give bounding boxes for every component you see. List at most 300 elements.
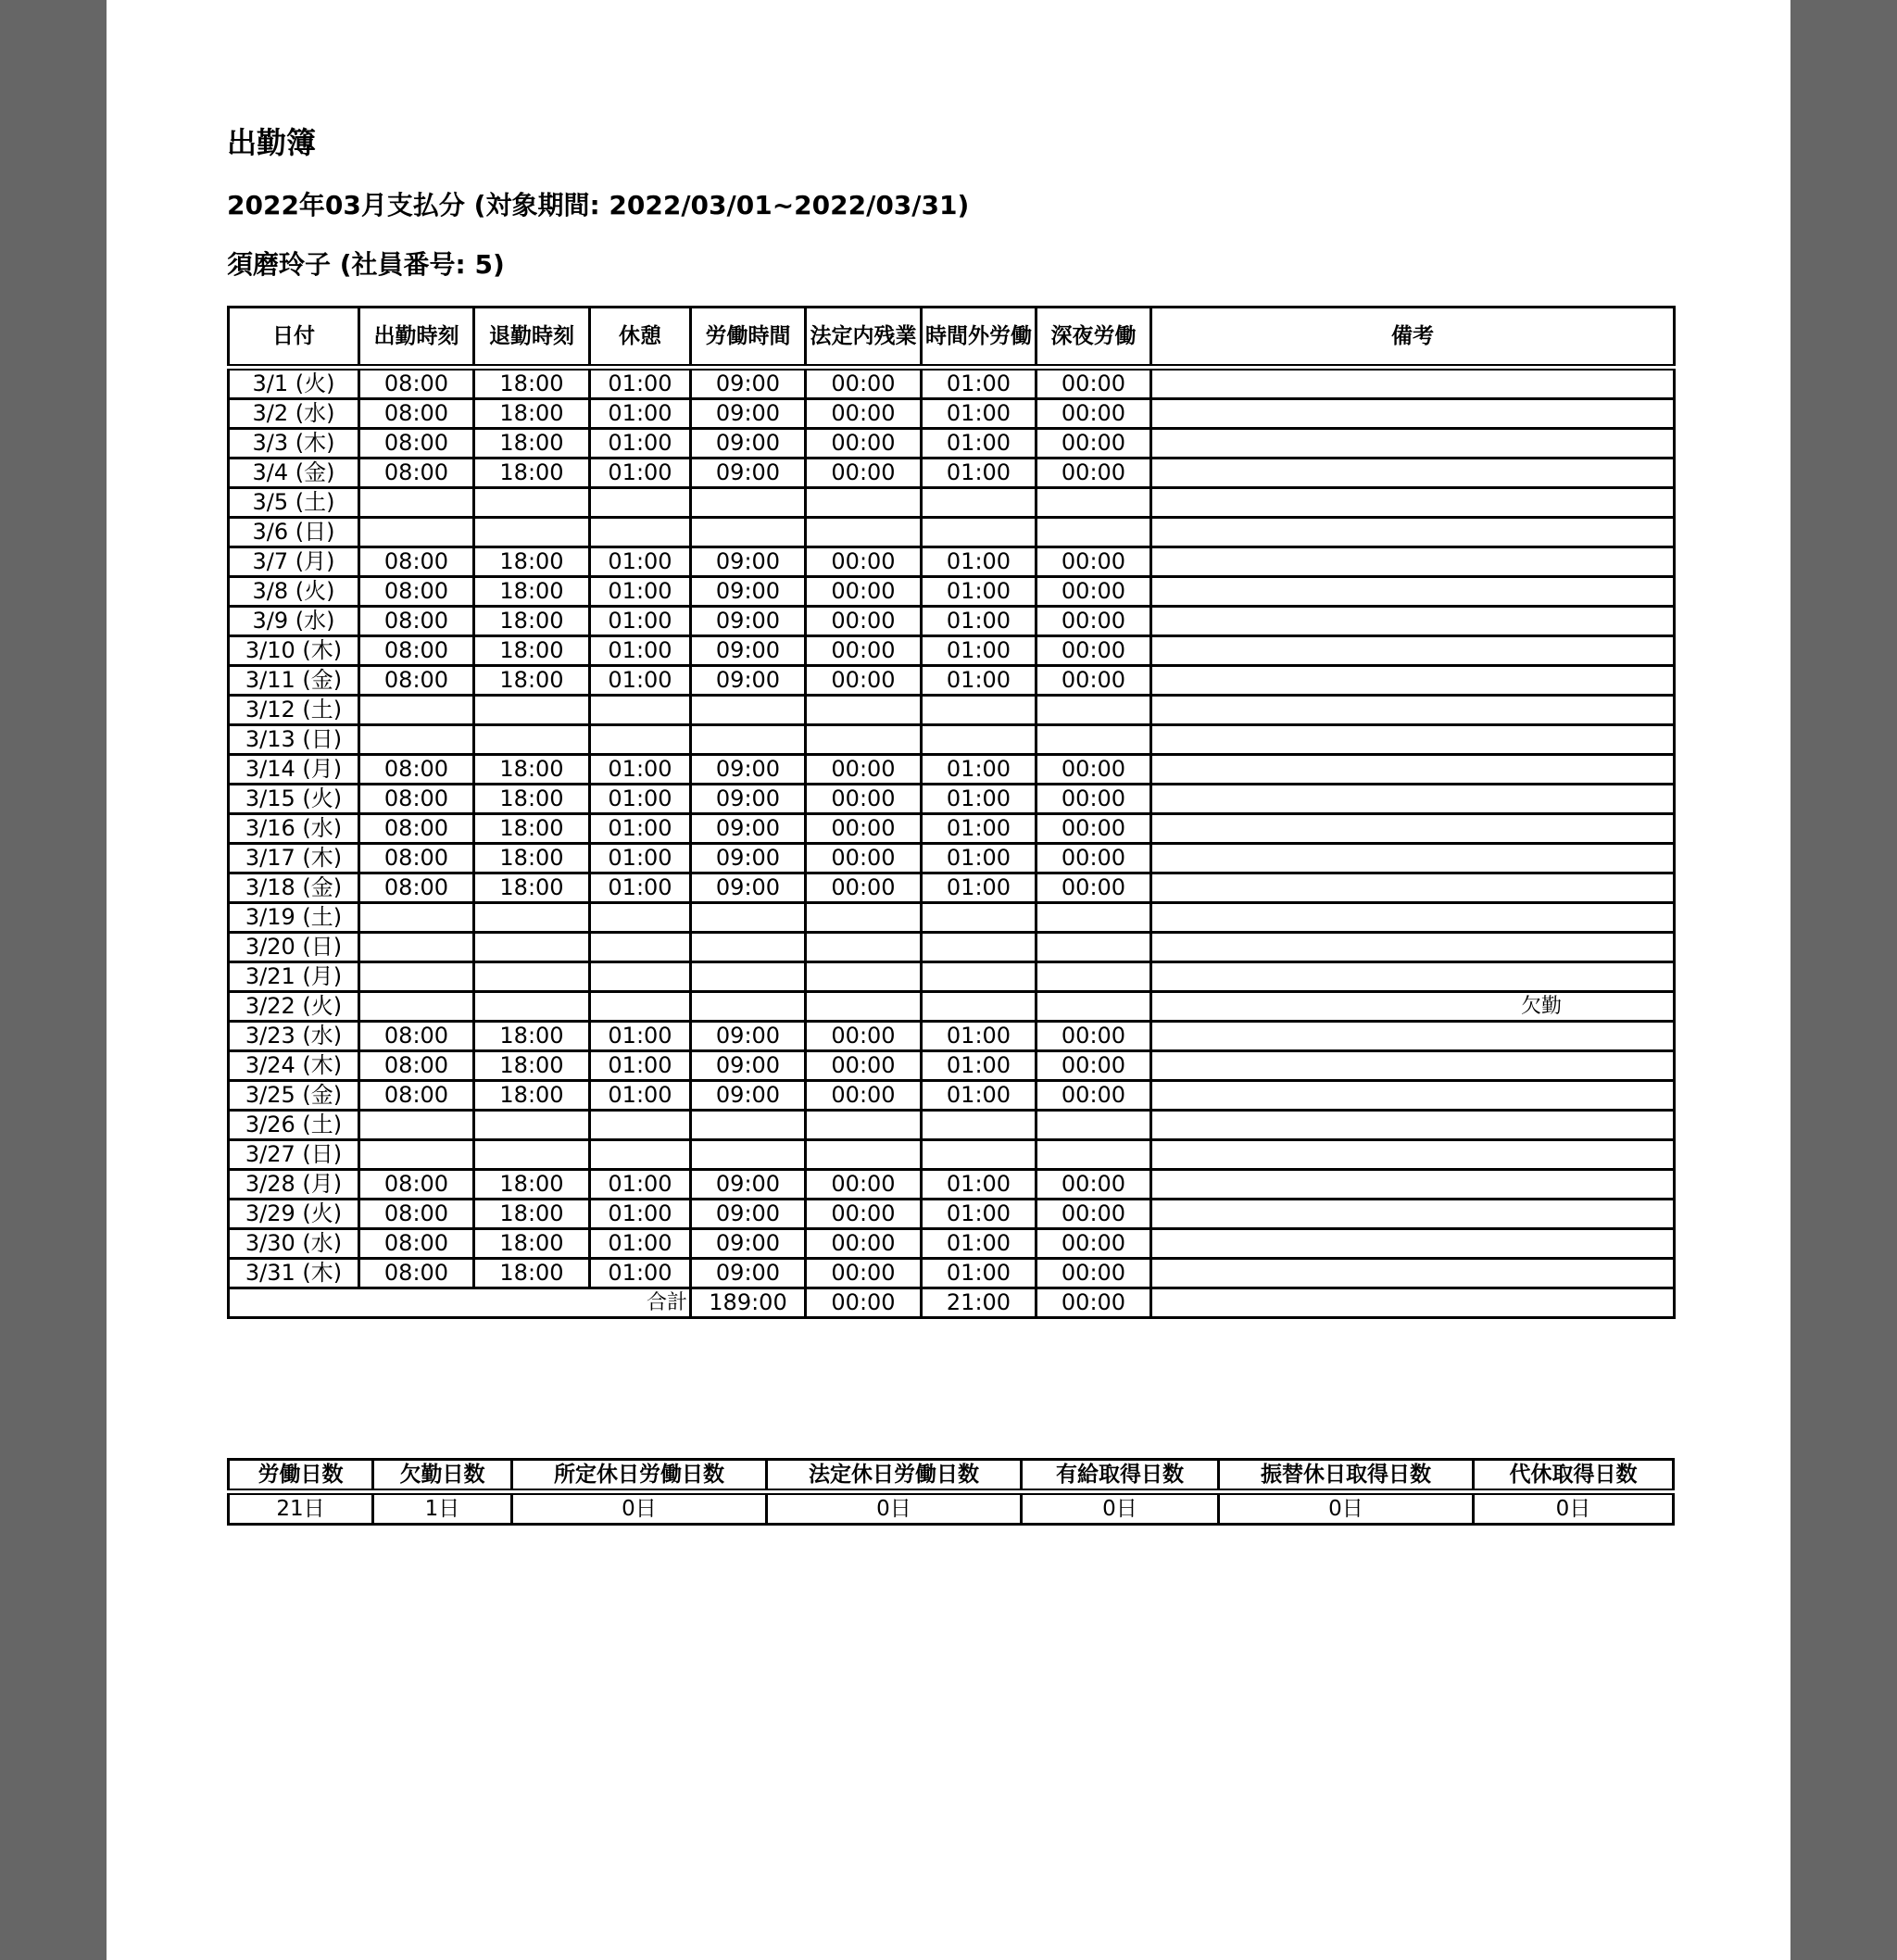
cell-work-hours: 09:00 [691,1259,806,1288]
cell-break: 01:00 [590,1200,691,1229]
cell-break: 01:00 [590,873,691,903]
cell-date: 3/20 (日) [229,933,359,962]
cell-note [1151,962,1675,992]
cell-note [1151,368,1675,399]
attendance-row [229,666,1675,696]
attendance-row [229,725,1675,755]
cell-clock-in: 08:00 [359,1081,474,1111]
page-title: 出勤簿 [227,125,317,160]
cell-date: 3/27 (日) [229,1140,359,1170]
cell-note [1151,666,1675,696]
cell-break: 01:00 [590,1170,691,1200]
attendance-row [229,488,1675,518]
cell-note [1151,903,1675,933]
cell-work-hours: 09:00 [691,1081,806,1111]
cell-clock-in: 08:00 [359,607,474,636]
cell-break: 01:00 [590,755,691,785]
attendance-row [229,962,1675,992]
summary-header-row [229,1460,1674,1492]
attendance-row [229,459,1675,488]
cell-legal-overtime: 00:00 [806,666,922,696]
cell-date: 3/6 (日) [229,518,359,547]
cell-work-hours: 09:00 [691,368,806,399]
cell-legal-overtime [806,1111,922,1140]
cell-note [1151,1081,1675,1111]
attendance-row [229,429,1675,459]
cell-note [1151,577,1675,607]
cell-night-work: 00:00 [1036,666,1151,696]
cell-legal-overtime: 00:00 [806,785,922,814]
cell-overtime: 01:00 [922,873,1036,903]
cell-date: 3/3 (木) [229,429,359,459]
cell-date: 3/1 (火) [229,368,359,399]
attendance-row [229,1051,1675,1081]
cell-date: 3/5 (土) [229,488,359,518]
cell-work-hours [691,1140,806,1170]
cell-overtime: 01:00 [922,1051,1036,1081]
cell-legal-overtime: 00:00 [806,1229,922,1259]
cell-break [590,903,691,933]
attendance-row [229,814,1675,844]
header-night-work: 深夜労働 [1036,308,1151,368]
cell-clock-in: 08:00 [359,785,474,814]
cell-night-work: 00:00 [1036,1051,1151,1081]
summary-work-days: 21日 [229,1492,373,1525]
cell-legal-overtime [806,962,922,992]
cell-date: 3/2 (水) [229,399,359,429]
cell-legal-overtime [806,488,922,518]
cell-legal-overtime: 00:00 [806,1170,922,1200]
cell-work-hours: 09:00 [691,607,806,636]
cell-clock-in: 08:00 [359,459,474,488]
cell-break: 01:00 [590,607,691,636]
cell-clock-out [474,933,590,962]
cell-clock-out [474,1111,590,1140]
cell-overtime [922,992,1036,1022]
cell-overtime: 01:00 [922,577,1036,607]
cell-overtime: 01:00 [922,785,1036,814]
cell-break: 01:00 [590,666,691,696]
cell-legal-overtime: 00:00 [806,547,922,577]
cell-night-work: 00:00 [1036,785,1151,814]
cell-overtime [922,903,1036,933]
cell-night-work: 00:00 [1036,1081,1151,1111]
cell-night-work [1036,992,1151,1022]
cell-clock-in: 08:00 [359,577,474,607]
cell-overtime: 01:00 [922,429,1036,459]
cell-note [1151,725,1675,755]
cell-work-hours [691,933,806,962]
cell-night-work: 00:00 [1036,577,1151,607]
cell-legal-overtime [806,933,922,962]
attendance-row [229,755,1675,785]
cell-legal-overtime: 00:00 [806,1022,922,1051]
cell-overtime [922,962,1036,992]
cell-date: 3/13 (日) [229,725,359,755]
attendance-row [229,1229,1675,1259]
cell-break: 01:00 [590,368,691,399]
cell-night-work [1036,933,1151,962]
cell-note [1151,1022,1675,1051]
attendance-header-row [229,308,1675,368]
cell-note [1151,755,1675,785]
total-work-hours: 189:00 [691,1288,806,1318]
attendance-row [229,368,1675,399]
cell-clock-out: 18:00 [474,547,590,577]
attendance-row [229,873,1675,903]
cell-date: 3/18 (金) [229,873,359,903]
cell-work-hours [691,725,806,755]
cell-date: 3/12 (土) [229,696,359,725]
cell-overtime: 01:00 [922,1200,1036,1229]
totals-label: 合計 [229,1288,691,1318]
attendance-row [229,903,1675,933]
cell-clock-in: 08:00 [359,1200,474,1229]
cell-night-work: 00:00 [1036,636,1151,666]
total-overtime: 21:00 [922,1288,1036,1318]
cell-note [1151,1259,1675,1288]
cell-work-hours [691,518,806,547]
cell-work-hours: 09:00 [691,1051,806,1081]
summary-values-row [229,1492,1674,1525]
attendance-row [229,1200,1675,1229]
attendance-row [229,607,1675,636]
cell-overtime [922,1111,1036,1140]
cell-clock-out: 18:00 [474,368,590,399]
cell-work-hours: 09:00 [691,399,806,429]
cell-break [590,696,691,725]
cell-overtime [922,1140,1036,1170]
cell-clock-out [474,518,590,547]
cell-break: 01:00 [590,459,691,488]
header-overtime: 時間外労働 [922,308,1036,368]
cell-night-work: 00:00 [1036,873,1151,903]
cell-clock-in: 08:00 [359,873,474,903]
cell-clock-out: 18:00 [474,666,590,696]
cell-clock-in: 08:00 [359,1170,474,1200]
cell-legal-overtime: 00:00 [806,429,922,459]
cell-date: 3/10 (木) [229,636,359,666]
cell-note [1151,459,1675,488]
cell-overtime [922,518,1036,547]
cell-legal-overtime [806,1140,922,1170]
cell-overtime: 01:00 [922,844,1036,873]
document-page [107,0,1790,1960]
cell-legal-overtime: 00:00 [806,577,922,607]
attendance-row [229,785,1675,814]
cell-legal-overtime: 00:00 [806,1081,922,1111]
cell-legal-overtime: 00:00 [806,368,922,399]
total-night-work: 00:00 [1036,1288,1151,1318]
cell-clock-in [359,903,474,933]
cell-clock-in [359,1140,474,1170]
summary-legal-holiday-work: 0日 [767,1492,1022,1525]
attendance-row [229,933,1675,962]
cell-break [590,933,691,962]
cell-overtime [922,696,1036,725]
cell-night-work [1036,725,1151,755]
cell-night-work: 00:00 [1036,459,1151,488]
cell-overtime: 01:00 [922,1022,1036,1051]
period-heading: 2022年03月支払分 (対象期間: 2022/03/01~2022/03/31) [227,190,970,220]
cell-clock-out: 18:00 [474,1081,590,1111]
cell-night-work: 00:00 [1036,755,1151,785]
cell-clock-out [474,1140,590,1170]
cell-clock-out: 18:00 [474,429,590,459]
header-notes: 備考 [1151,308,1675,368]
summary-header-legal-holiday-work: 法定休日労働日数 [767,1460,1022,1492]
cell-clock-out: 18:00 [474,814,590,844]
cell-work-hours: 09:00 [691,666,806,696]
cell-work-hours: 09:00 [691,873,806,903]
cell-work-hours: 09:00 [691,785,806,814]
cell-legal-overtime [806,903,922,933]
attendance-table [227,306,1676,1319]
cell-clock-in: 08:00 [359,429,474,459]
cell-work-hours: 09:00 [691,844,806,873]
summary-header-absent-days: 欠勤日数 [373,1460,512,1492]
cell-date: 3/19 (土) [229,903,359,933]
cell-overtime: 01:00 [922,547,1036,577]
cell-clock-in: 08:00 [359,1259,474,1288]
cell-clock-out: 18:00 [474,755,590,785]
cell-clock-in: 08:00 [359,814,474,844]
cell-night-work: 00:00 [1036,1022,1151,1051]
cell-break [590,992,691,1022]
cell-break: 01:00 [590,1051,691,1081]
cell-clock-in: 08:00 [359,1229,474,1259]
cell-break [590,1111,691,1140]
cell-note [1151,844,1675,873]
attendance-row [229,1111,1675,1140]
cell-date: 3/26 (土) [229,1111,359,1140]
header-break: 休憩 [590,308,691,368]
cell-clock-in: 08:00 [359,399,474,429]
cell-date: 3/4 (金) [229,459,359,488]
cell-break [590,518,691,547]
cell-date: 3/17 (木) [229,844,359,873]
cell-break: 01:00 [590,785,691,814]
cell-date: 3/22 (火) [229,992,359,1022]
cell-clock-out [474,962,590,992]
summary-paid-leave: 0日 [1022,1492,1219,1525]
cell-night-work: 00:00 [1036,607,1151,636]
cell-legal-overtime: 00:00 [806,459,922,488]
cell-overtime [922,488,1036,518]
cell-night-work [1036,1140,1151,1170]
cell-note [1151,1111,1675,1140]
summary-absent-days: 1日 [373,1492,512,1525]
cell-date: 3/23 (水) [229,1022,359,1051]
cell-break: 01:00 [590,1229,691,1259]
cell-legal-overtime: 00:00 [806,399,922,429]
cell-night-work: 00:00 [1036,1259,1151,1288]
cell-date: 3/9 (水) [229,607,359,636]
cell-night-work: 00:00 [1036,399,1151,429]
cell-overtime: 01:00 [922,607,1036,636]
cell-overtime [922,933,1036,962]
cell-work-hours: 09:00 [691,459,806,488]
cell-clock-out [474,696,590,725]
cell-work-hours: 09:00 [691,814,806,844]
attendance-row [229,1081,1675,1111]
cell-clock-out: 18:00 [474,844,590,873]
cell-overtime: 01:00 [922,459,1036,488]
cell-note [1151,636,1675,666]
cell-date: 3/8 (火) [229,577,359,607]
cell-clock-in [359,933,474,962]
cell-clock-out: 18:00 [474,1200,590,1229]
cell-overtime: 01:00 [922,636,1036,666]
cell-overtime: 01:00 [922,399,1036,429]
cell-legal-overtime: 00:00 [806,1051,922,1081]
header-clock-out: 退勤時刻 [474,308,590,368]
cell-night-work [1036,962,1151,992]
cell-night-work [1036,488,1151,518]
cell-date: 3/25 (金) [229,1081,359,1111]
attendance-row [229,399,1675,429]
cell-date: 3/15 (火) [229,785,359,814]
cell-note [1151,785,1675,814]
cell-break: 01:00 [590,1022,691,1051]
cell-break: 01:00 [590,814,691,844]
cell-note: 欠勤 [1151,992,1675,1022]
cell-legal-overtime: 00:00 [806,1200,922,1229]
cell-clock-in [359,725,474,755]
cell-overtime: 01:00 [922,1229,1036,1259]
cell-night-work: 00:00 [1036,844,1151,873]
cell-break: 01:00 [590,429,691,459]
cell-night-work: 00:00 [1036,1229,1151,1259]
attendance-row [229,844,1675,873]
cell-overtime: 01:00 [922,666,1036,696]
cell-note [1151,1051,1675,1081]
attendance-row [229,518,1675,547]
cell-overtime: 01:00 [922,1170,1036,1200]
cell-break [590,1140,691,1170]
cell-note [1151,399,1675,429]
cell-note [1151,933,1675,962]
summary-header-scheduled-holiday-work: 所定休日労働日数 [512,1460,767,1492]
attendance-row [229,1170,1675,1200]
cell-night-work [1036,696,1151,725]
cell-work-hours: 09:00 [691,547,806,577]
cell-night-work: 00:00 [1036,814,1151,844]
cell-clock-in: 08:00 [359,666,474,696]
cell-clock-out: 18:00 [474,785,590,814]
cell-clock-out [474,725,590,755]
cell-night-work: 00:00 [1036,1170,1151,1200]
cell-night-work: 00:00 [1036,547,1151,577]
employee-heading: 須磨玲子 (社員番号: 5) [227,249,505,280]
cell-work-hours [691,962,806,992]
cell-legal-overtime [806,518,922,547]
cell-clock-in: 08:00 [359,1022,474,1051]
cell-legal-overtime [806,725,922,755]
cell-clock-in: 08:00 [359,1051,474,1081]
cell-break: 01:00 [590,1081,691,1111]
cell-clock-out: 18:00 [474,607,590,636]
cell-break: 01:00 [590,577,691,607]
cell-date: 3/29 (火) [229,1200,359,1229]
attendance-body [229,368,1675,1288]
summary-compensatory-leave: 0日 [1474,1492,1674,1525]
cell-note [1151,1200,1675,1229]
total-notes [1151,1288,1675,1318]
cell-legal-overtime: 00:00 [806,755,922,785]
cell-work-hours: 09:00 [691,636,806,666]
cell-break: 01:00 [590,844,691,873]
cell-date: 3/28 (月) [229,1170,359,1200]
cell-break: 01:00 [590,547,691,577]
cell-break [590,962,691,992]
cell-legal-overtime [806,696,922,725]
cell-date: 3/11 (金) [229,666,359,696]
cell-legal-overtime: 00:00 [806,873,922,903]
cell-clock-in: 08:00 [359,755,474,785]
cell-work-hours: 09:00 [691,429,806,459]
attendance-row [229,636,1675,666]
cell-legal-overtime: 00:00 [806,1259,922,1288]
cell-work-hours [691,992,806,1022]
cell-date: 3/7 (月) [229,547,359,577]
attendance-row [229,1259,1675,1288]
cell-clock-out: 18:00 [474,873,590,903]
cell-clock-in [359,518,474,547]
cell-break: 01:00 [590,1259,691,1288]
cell-work-hours: 09:00 [691,577,806,607]
attendance-row [229,1140,1675,1170]
cell-clock-out: 18:00 [474,1170,590,1200]
total-legal-overtime: 00:00 [806,1288,922,1318]
cell-work-hours [691,1111,806,1140]
attendance-row [229,577,1675,607]
cell-date: 3/31 (木) [229,1259,359,1288]
cell-clock-in [359,696,474,725]
cell-clock-in [359,992,474,1022]
attendance-row [229,696,1675,725]
cell-clock-in: 08:00 [359,636,474,666]
attendance-row [229,1022,1675,1051]
cell-work-hours: 09:00 [691,755,806,785]
header-work-hours: 労働時間 [691,308,806,368]
cell-work-hours [691,903,806,933]
header-legal-overtime: 法定内残業 [806,308,922,368]
cell-night-work: 00:00 [1036,429,1151,459]
header-date: 日付 [229,308,359,368]
cell-work-hours: 09:00 [691,1200,806,1229]
cell-overtime: 01:00 [922,755,1036,785]
cell-work-hours: 09:00 [691,1170,806,1200]
cell-legal-overtime: 00:00 [806,636,922,666]
summary-header-work-days: 労働日数 [229,1460,373,1492]
cell-overtime [922,725,1036,755]
summary-table [227,1458,1675,1526]
cell-note [1151,488,1675,518]
cell-note [1151,814,1675,844]
summary-header-substitute-holiday: 振替休日取得日数 [1219,1460,1474,1492]
summary-header-paid-leave: 有給取得日数 [1022,1460,1219,1492]
cell-clock-in [359,962,474,992]
cell-overtime: 01:00 [922,814,1036,844]
cell-date: 3/21 (月) [229,962,359,992]
cell-clock-out [474,903,590,933]
cell-work-hours: 09:00 [691,1022,806,1051]
cell-break: 01:00 [590,399,691,429]
cell-night-work [1036,518,1151,547]
cell-note [1151,607,1675,636]
cell-clock-out: 18:00 [474,1022,590,1051]
